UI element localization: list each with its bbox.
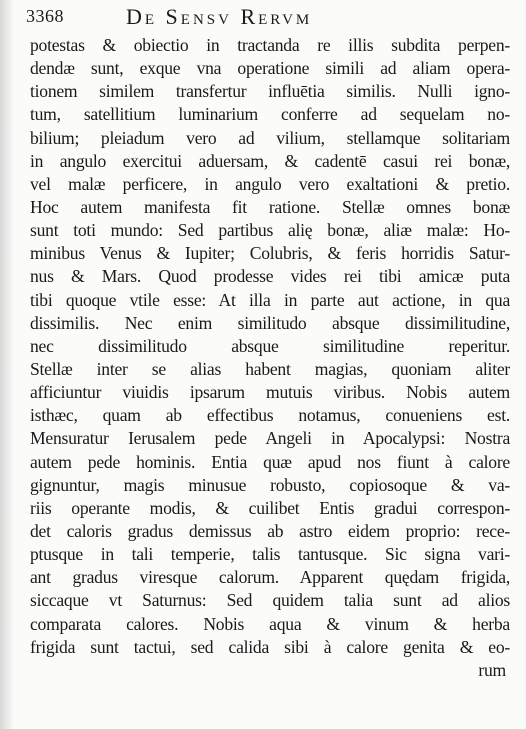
text-line: nus & Mars. Quod prodesse vides rei tibi amicæ puta: [30, 266, 510, 287]
body-text: [30, 34, 510, 682]
text-line: Stellæ inter se alias habent magias, quoniam aliter: [30, 358, 510, 379]
text-line: ant gradus viresque calorum. Apparent quędam frigida,: [30, 567, 510, 588]
text-line: autem pede hominis. Entia quæ apud nos fiunt à calore: [30, 451, 510, 472]
text-line: in angulo exercitui aduersam, & cadentē casui rei bonæ,: [30, 150, 510, 171]
text-line: minibus Venus & Iupiter; Colubris, & feris horridis Satur-: [30, 243, 510, 264]
running-head: [26, 4, 516, 30]
text-line: tibi quoque vtile esse: At illa in parte aut actione, in qua: [30, 289, 510, 310]
text-line: vel malæ perficere, in angulo vero exaltationi & pretio.: [30, 173, 510, 194]
text-line: bilium; pleiadum vero ad vilium, stellamque solitariam: [30, 127, 510, 148]
running-title: De Sensv Rervm: [126, 4, 313, 29]
text-line: ptusque in tali temperie, talis tantusque. Sic signa vari-: [30, 544, 510, 565]
catchword: rum: [478, 659, 506, 680]
text-line: afficiuntur viuidis ipsarum mutuis viribus. Nobis autem: [30, 382, 510, 403]
text-line: isthæc, quam ab effectibus notamus, conueniens est.: [30, 405, 510, 426]
text-line: riis operante modis, & cuilibet Entis gradui correspon-: [30, 497, 510, 518]
text-line: potestas & obiectio in tractanda re illis subdita perpen-: [30, 35, 510, 55]
page-gutter-shadow: [0, 0, 14, 729]
text-line: frigida sunt tactui, sed calida sibi à calore genita & eo-: [30, 636, 510, 657]
text-line: siccaque vt Saturnus: Sed quidem talia sunt ad alios: [30, 590, 510, 611]
text-line: det caloris gradus demissus ab astro eidem proprio: rece-: [30, 520, 510, 541]
text-line: comparata calores. Nobis aqua & vinum & herba: [30, 613, 510, 634]
text-line: tionem similem transfertur influētia similis. Nulli igno-: [30, 81, 510, 102]
text-line: tum, satellitium luminarium conferre ad sequelam no-: [30, 104, 510, 125]
text-line: nec dissimilitudo absque similitudine reperitur.: [30, 335, 510, 356]
text-line: dendæ sunt, exque vna operatione simili ad aliam opera-: [30, 58, 510, 79]
text-line: Hoc autem manifesta fit ratione. Stellæ omnes bonæ: [30, 196, 510, 217]
text-line: sunt toti mundo: Sed partibus alię bonæ, aliæ malæ: Ho-: [30, 220, 510, 241]
text-line: dissimilis. Nec enim similitudo absque dissimilitudine,: [30, 312, 510, 333]
page-number: 3368: [26, 6, 64, 26]
text-line: gignuntur, magis minusue robusto, copiosoque & va-: [30, 474, 510, 495]
text-line: Mensuratur Ierusalem pede Angeli in Apocalypsi: Nostra: [30, 428, 510, 449]
